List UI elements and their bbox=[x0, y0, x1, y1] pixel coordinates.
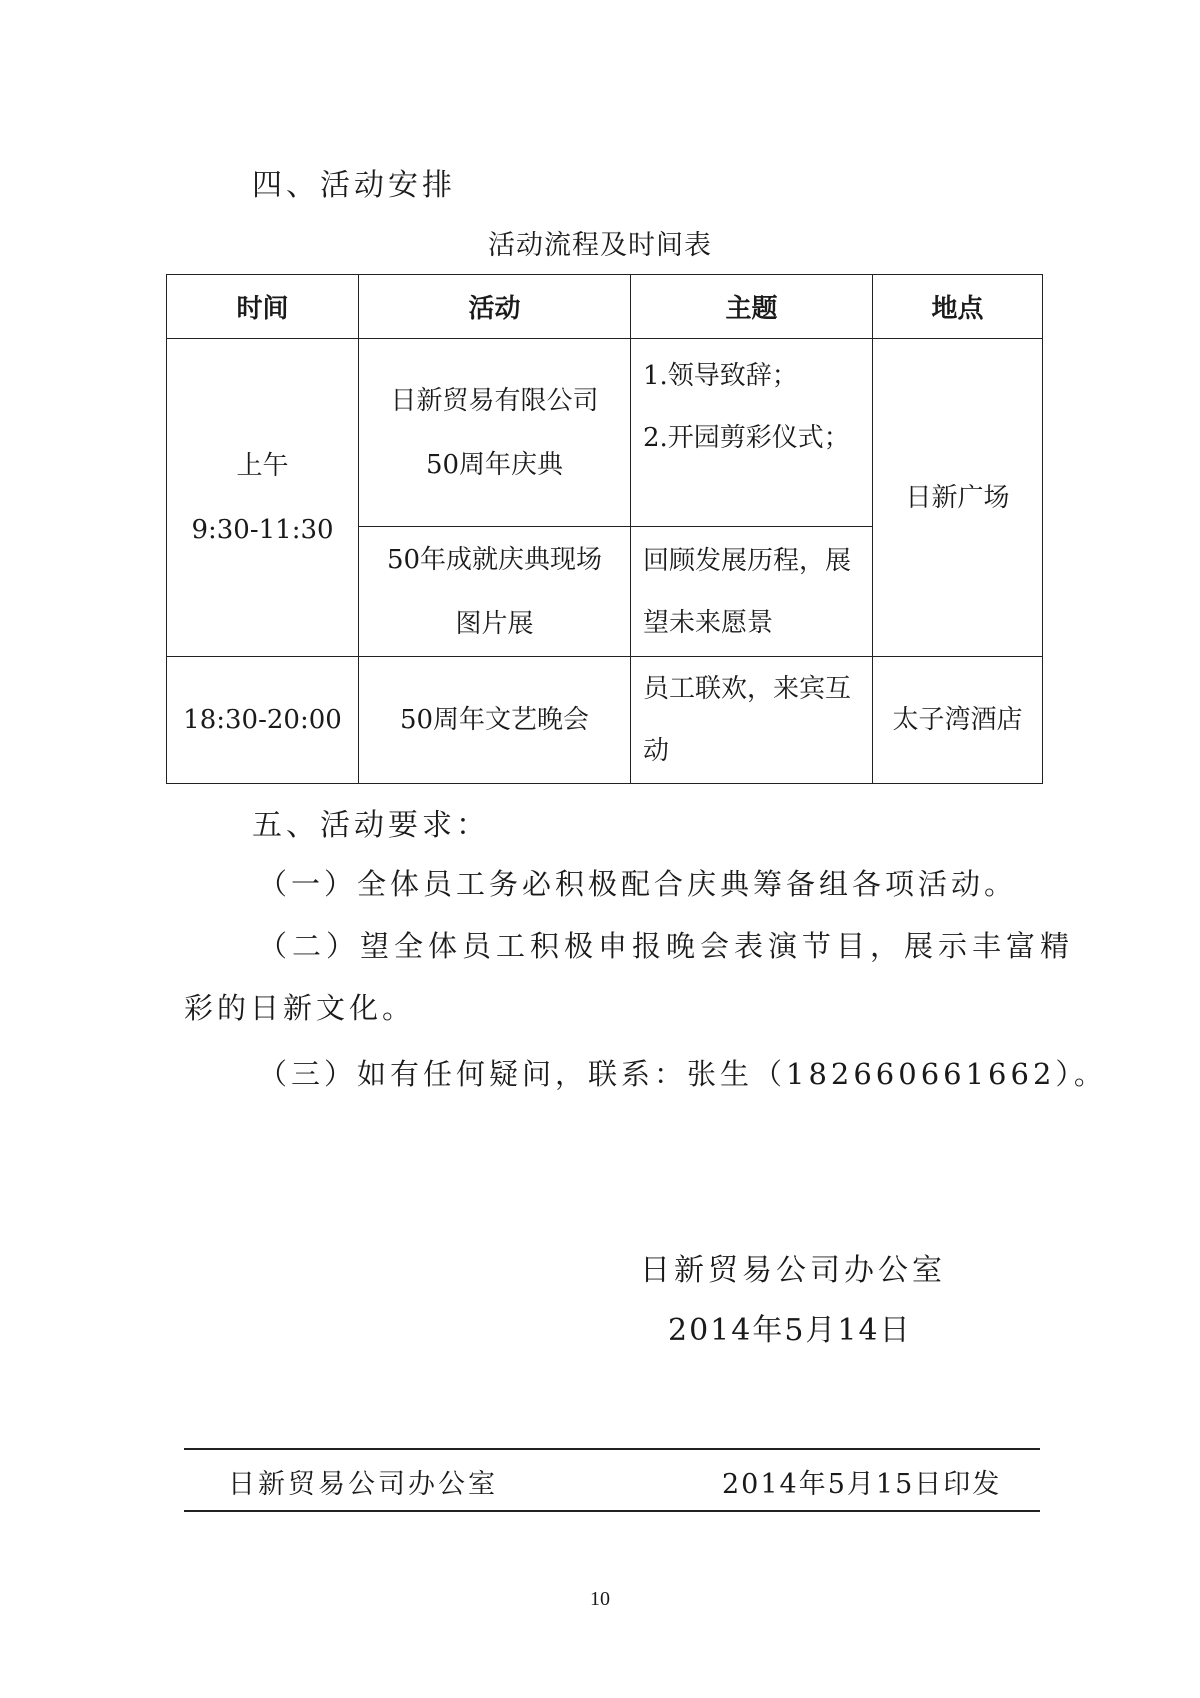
activity-line: 50年成就庆典现场 bbox=[386, 544, 603, 575]
footer-rule-top bbox=[184, 1448, 1040, 1450]
location-cell: 太子湾酒店 bbox=[873, 657, 1043, 784]
page-number: 10 bbox=[590, 1588, 610, 1610]
theme-line: 回顾发展历程，展 bbox=[643, 545, 852, 576]
theme-line: 员工联欢，来宾互 bbox=[643, 674, 852, 704]
table-header-row bbox=[167, 275, 1043, 339]
activity-cell: 50周年文艺晚会 bbox=[359, 657, 631, 784]
activity-cell bbox=[359, 527, 631, 657]
theme-line: 1.领导致辞； bbox=[643, 361, 798, 391]
time-label: 上午 bbox=[236, 450, 289, 481]
signature-date: 2014年5月14日 bbox=[668, 1313, 912, 1348]
theme-line: 望未来愿景 bbox=[643, 607, 774, 638]
section-heading-4: 四、活动安排 bbox=[252, 168, 456, 203]
header-location: 地点 bbox=[873, 275, 1043, 339]
activity-line: 图片展 bbox=[455, 608, 534, 639]
location-cell: 日新广场 bbox=[873, 339, 1043, 657]
footer-date: 2014年5月15日印发 bbox=[722, 1469, 1002, 1500]
schedule-table bbox=[166, 274, 1043, 784]
theme-cell bbox=[631, 527, 873, 657]
table-row bbox=[167, 657, 1043, 784]
header-time: 时间 bbox=[167, 275, 359, 339]
time-range: 9:30-11:30 bbox=[191, 514, 334, 545]
requirement-2-line-1: （二）望全体员工积极申报晚会表演节目，展示丰富精 bbox=[258, 929, 1075, 963]
footer-org: 日新贸易公司办公室 bbox=[228, 1469, 498, 1500]
theme-line: 动 bbox=[643, 736, 670, 766]
activity-cell bbox=[359, 339, 631, 527]
table-caption: 活动流程及时间表 bbox=[488, 230, 712, 261]
requirement-3: （三）如有任何疑问，联系：张生（182660661662）。 bbox=[258, 1057, 1107, 1091]
time-cell-evening: 18:30-20:00 bbox=[167, 657, 359, 784]
activity-line: 50周年庆典 bbox=[425, 449, 564, 480]
time-cell-morning bbox=[167, 339, 359, 657]
header-theme: 主题 bbox=[631, 275, 873, 339]
signature-org: 日新贸易公司办公室 bbox=[640, 1253, 946, 1288]
theme-cell bbox=[631, 657, 873, 784]
section-heading-5: 五、活动要求： bbox=[252, 808, 490, 843]
footer-rule-bottom bbox=[184, 1510, 1040, 1512]
requirement-1: （一）全体员工务必积极配合庆典筹备组各项活动。 bbox=[258, 867, 1018, 901]
activity-line: 日新贸易有限公司 bbox=[390, 385, 599, 416]
theme-cell bbox=[631, 339, 873, 527]
table-row bbox=[167, 339, 1043, 527]
requirement-2-line-2: 彩的日新文化。 bbox=[184, 991, 416, 1025]
header-activity: 活动 bbox=[359, 275, 631, 339]
theme-line: 2.开园剪彩仪式； bbox=[643, 423, 850, 453]
